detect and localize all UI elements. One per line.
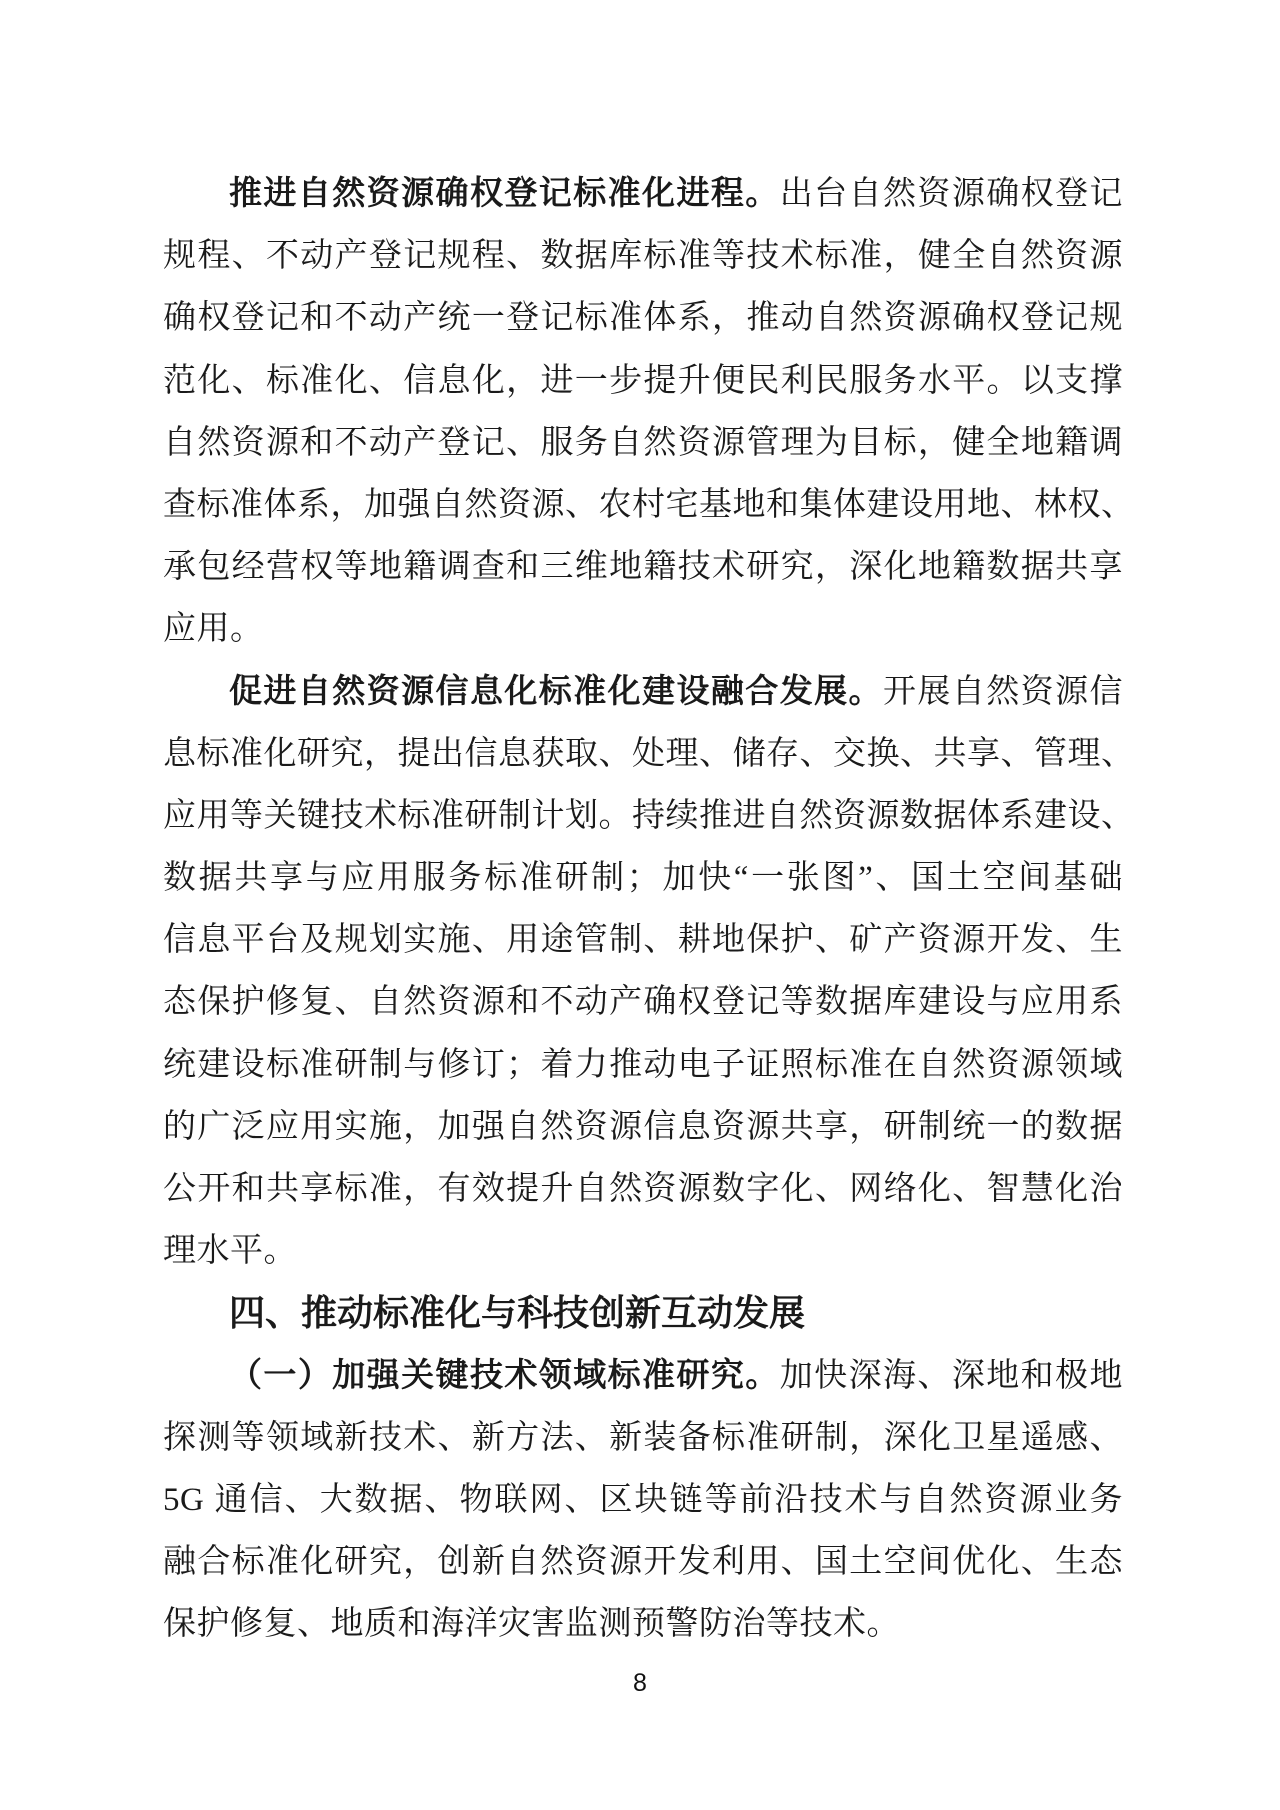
text-line (163, 287, 1123, 349)
text-line (163, 971, 1123, 1033)
text-line (163, 598, 1123, 660)
text-segment: 保护修复、地质和海洋灾害监测预警防治等技术。 (163, 1606, 900, 1643)
text-line (163, 785, 1135, 847)
text-line (163, 474, 1135, 536)
text-segment: 出台自然资源确权登记 (779, 176, 1124, 212)
bold-lead-in: 推进自然资源确权登记标准化进程。 (229, 176, 780, 212)
text-segment: 应用等关键技术标准研制计划。持续推进自然资源数据体系建设、 (163, 797, 1135, 834)
text-line (163, 909, 1123, 971)
text-segment: 自然资源和不动产登记、服务自然资源管理为目标，健全地籍调 (163, 424, 1123, 461)
document-body (163, 163, 1135, 1656)
text-segment: 信息平台及规划实施、用途管制、耕地保护、矿产资源开发、生 (163, 922, 1123, 959)
text-line (163, 1034, 1123, 1096)
text-line (163, 1096, 1123, 1158)
text-segment: 数据共享与应用服务标准研制；加快“一张图”、国土空间基础 (163, 860, 1123, 897)
bold-lead-in: 促进自然资源信息化标准化建设融合发展。 (229, 673, 883, 710)
text-line (163, 1531, 1123, 1593)
text-line (163, 163, 1123, 225)
text-segment: 统建设标准研制与修订；着力推动电子证照标准在自然资源领域 (163, 1046, 1123, 1083)
text-segment: 范化、标准化、信息化，进一步提升便民利民服务水平。以支撑 (163, 362, 1123, 399)
text-segment: 息标准化研究，提出信息获取、处理、储存、交换、共享、管理、 (163, 735, 1135, 772)
text-line (163, 225, 1123, 287)
text-segment: 公开和共享标准，有效提升自然资源数字化、网络化、智慧化治 (163, 1171, 1123, 1207)
text-line (163, 1593, 1123, 1655)
text-line (163, 847, 1123, 909)
bold-lead-in: （一）加强关键技术领域标准研究。 (229, 1357, 780, 1394)
text-segment: 应用。 (163, 611, 264, 648)
text-segment: 规程、不动产登记规程、数据库标准等技术标准，健全自然资源 (163, 238, 1123, 275)
section-heading: 四、推动标准化与科技创新互动发展 (229, 1292, 806, 1334)
text-segment: 理水平。 (163, 1233, 297, 1270)
text-segment: 确权登记和不动产统一登记标准体系，推动自然资源确权登记规 (163, 300, 1123, 337)
text-line (163, 412, 1123, 474)
text-line (163, 536, 1123, 598)
text-line (163, 1469, 1123, 1531)
text-line (163, 350, 1123, 412)
text-segment: 承包经营权等地籍调查和三维地籍技术研究，深化地籍数据共享 (163, 549, 1123, 586)
page-number: 8 (633, 1669, 647, 1697)
text-line (163, 1407, 1123, 1469)
text-segment: 探测等领域新技术、新方法、新装备标准研制，深化卫星遥感、 (163, 1419, 1123, 1456)
text-line (163, 1220, 1123, 1282)
text-segment: 查标准体系，加强自然资源、农村宅基地和集体建设用地、林权、 (163, 486, 1135, 523)
text-line (163, 723, 1135, 785)
text-line (163, 1345, 1123, 1407)
text-segment: 5G 通信、大数据、物联网、区块链等前沿技术与自然资源业务 (163, 1481, 1123, 1518)
text-segment: 的广泛应用实施，加强自然资源信息资源共享，研制统一的数据 (163, 1108, 1123, 1145)
text-segment: 加快深海、深地和极地 (779, 1357, 1124, 1394)
text-line (163, 1158, 1123, 1220)
text-segment: 态保护修复、自然资源和不动产确权登记等数据库建设与应用系 (163, 984, 1123, 1021)
text-segment: 开展自然资源信 (882, 673, 1124, 710)
text-line (163, 661, 1123, 723)
text-segment: 融合标准化研究，创新自然资源开发利用、国土空间优化、生态 (163, 1544, 1123, 1581)
